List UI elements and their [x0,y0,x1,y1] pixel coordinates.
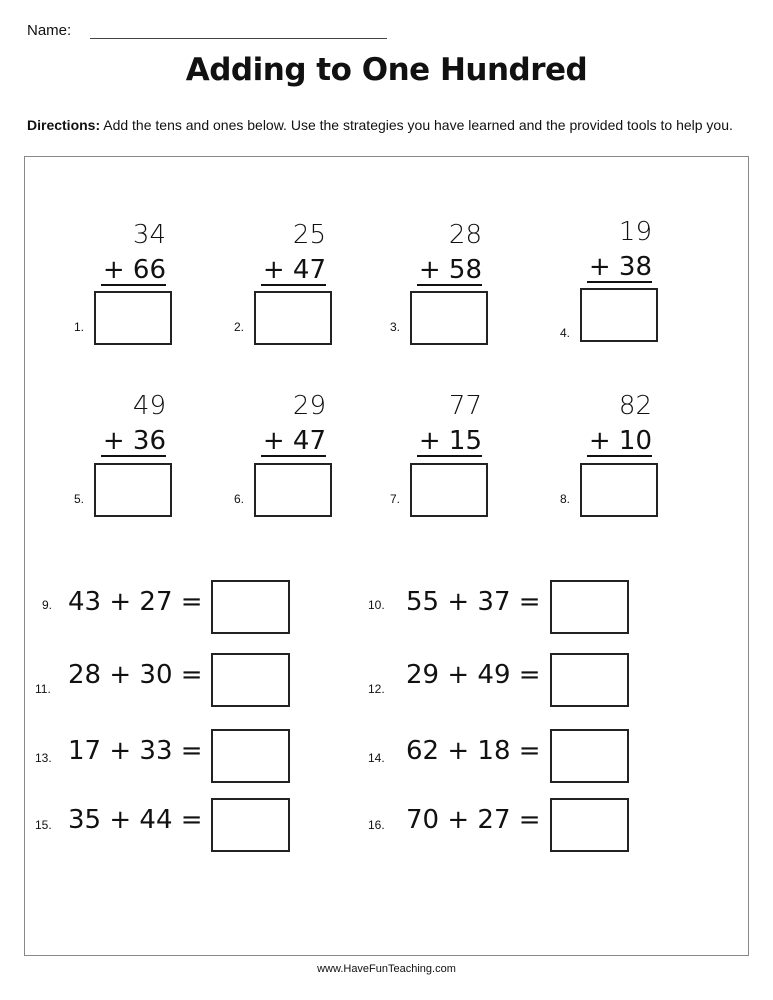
answer-box[interactable] [211,580,290,634]
problem-number: 8. [560,492,571,506]
directions-text: Add the tens and ones below. Use the strategies you have learned and the provided tools to help you. [100,117,733,133]
problem-number: 9. [42,598,53,612]
addend-bottom: + 15 [418,426,482,456]
answer-box[interactable] [550,653,629,707]
answer-box[interactable] [211,653,290,707]
problem-number: 12. [368,682,385,696]
problem-number: 6. [234,492,245,506]
problem-number: 10. [368,598,385,612]
addend-top: 82 [618,391,652,421]
addend-top: 49 [132,391,166,421]
addend-bottom: + 47 [262,255,326,285]
addition-expression: 28 + 30 = [68,660,203,690]
addition-expression: 70 + 27 = [406,805,541,835]
addend-bottom: + 10 [588,426,652,456]
problem-number: 1. [74,320,85,334]
vertical-problem [576,217,656,282]
addend-top: 29 [292,391,326,421]
problem-number: 14. [368,751,385,765]
answer-box[interactable] [550,798,629,852]
addend-bottom: + 47 [262,426,326,456]
answer-box[interactable] [550,580,629,634]
problem-number: 11. [35,682,51,696]
vertical-problem [250,220,330,285]
answer-box[interactable] [580,288,658,342]
answer-box[interactable] [211,729,290,783]
problem-number: 13. [35,751,52,765]
vertical-problem [576,391,656,456]
vertical-problem [406,391,486,456]
vertical-problem [406,220,486,285]
answer-box[interactable] [254,463,332,517]
problem-number: 5. [74,492,85,506]
vertical-problem [90,391,170,456]
answer-box[interactable] [410,463,488,517]
problem-number: 2. [234,320,245,334]
addition-expression: 62 + 18 = [406,736,541,766]
vertical-problem [250,391,330,456]
page-title: Adding to One Hundred [185,52,588,88]
addend-top: 77 [448,391,482,421]
problem-number: 4. [560,326,571,340]
footer-website: www.HaveFunTeaching.com [317,963,456,975]
answer-box[interactable] [94,463,172,517]
addition-expression: 29 + 49 = [406,660,541,690]
addend-top: 25 [292,220,326,250]
vertical-problem [90,220,170,285]
answer-box[interactable] [550,729,629,783]
addend-top: 34 [132,220,166,250]
addition-expression: 43 + 27 = [68,587,203,617]
addend-bottom: + 58 [418,255,482,285]
addition-expression: 17 + 33 = [68,736,203,766]
answer-box[interactable] [254,291,332,345]
addend-bottom: + 66 [102,255,166,285]
addition-expression: 35 + 44 = [68,805,203,835]
directions [27,116,737,134]
problem-number: 7. [390,492,401,506]
addend-top: 28 [448,220,482,250]
addition-expression: 55 + 37 = [406,587,541,617]
answer-box[interactable] [580,463,658,517]
addend-bottom: + 36 [102,426,166,456]
addend-top: 19 [618,217,652,247]
name-input-line[interactable] [90,38,387,39]
addend-bottom: + 38 [588,252,652,282]
answer-box[interactable] [94,291,172,345]
directions-label: Directions: [27,117,101,133]
name-label: Name: [27,22,72,39]
answer-box[interactable] [211,798,290,852]
problem-number: 16. [368,818,385,832]
answer-box[interactable] [410,291,488,345]
problem-number: 15. [35,818,52,832]
problem-number: 3. [390,320,401,334]
